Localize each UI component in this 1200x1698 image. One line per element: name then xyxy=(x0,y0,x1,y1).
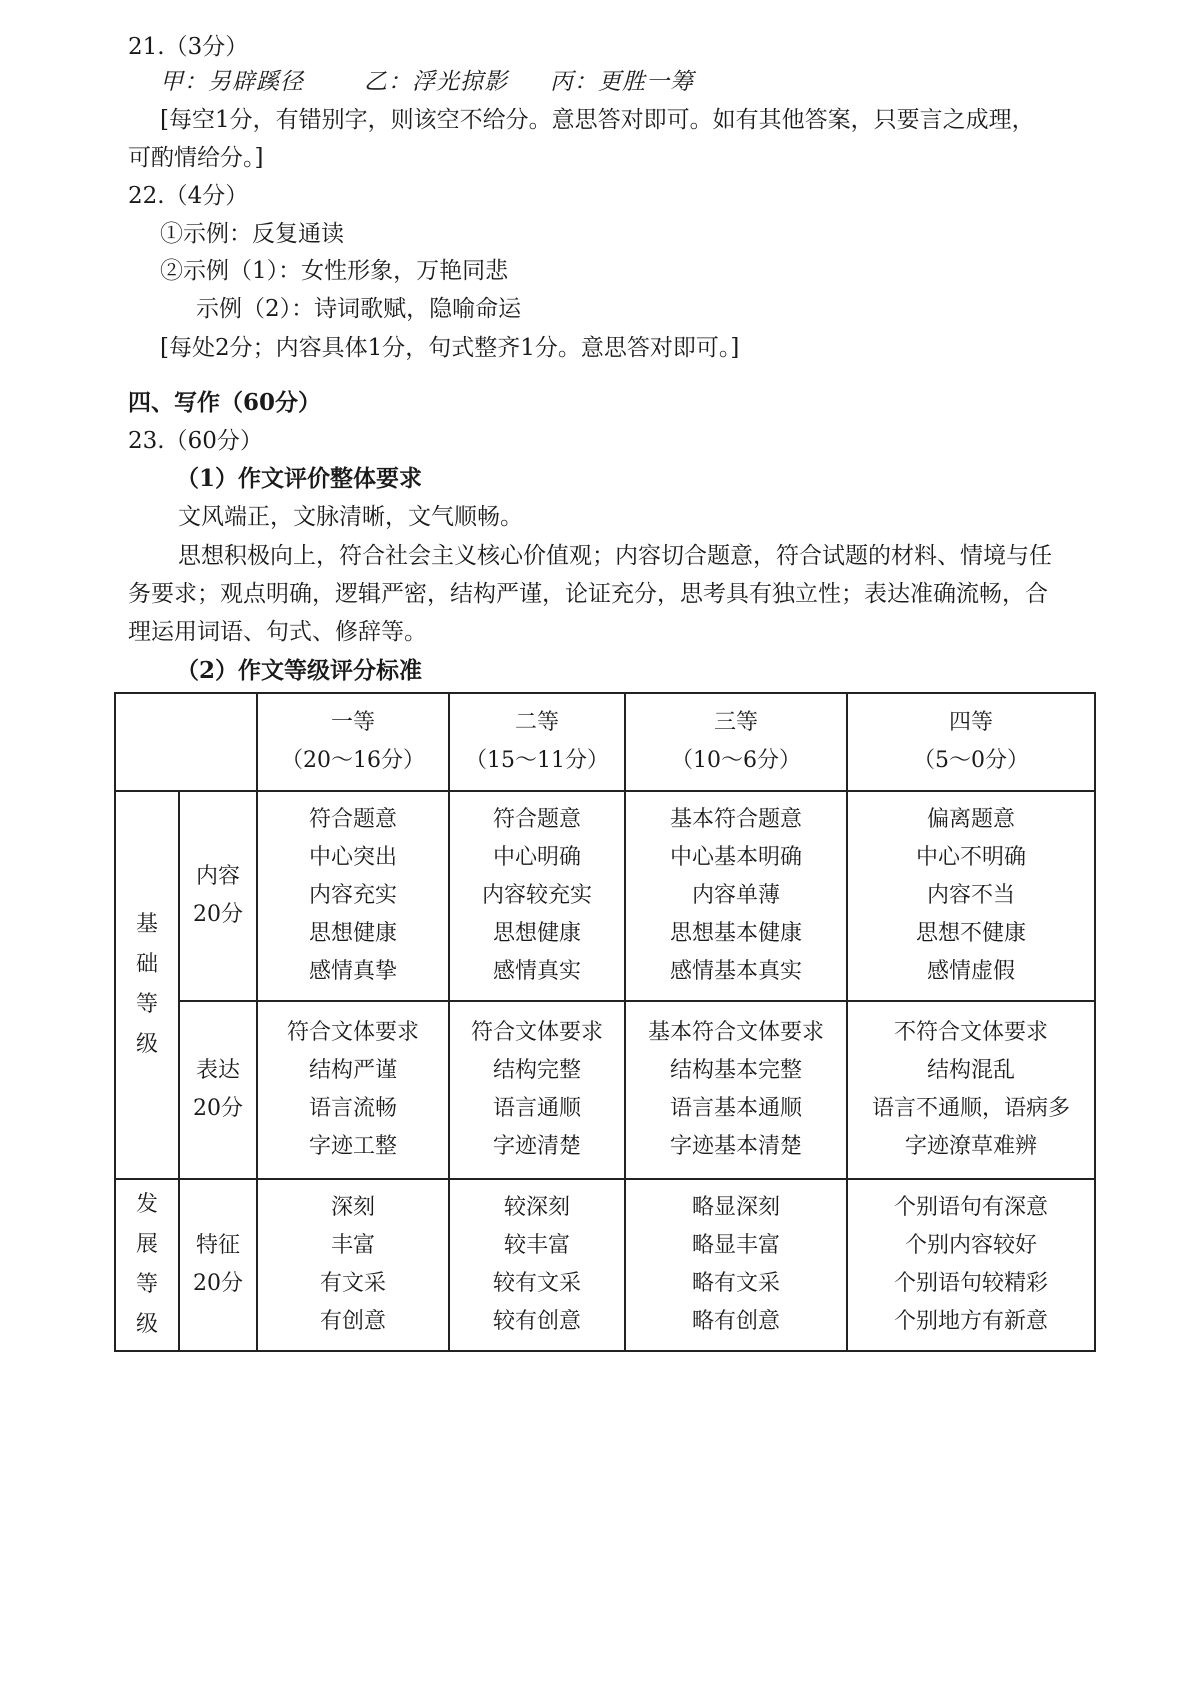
expression-grade-2: 符合文体要求 结构完整 语言通顺 字迹清楚 xyxy=(449,1001,625,1179)
expression-grade-4: 不符合文体要求 结构混乱 语言不通顺，语病多 字迹潦草难辨 xyxy=(847,1001,1095,1179)
q23-heading: 23.（60分） xyxy=(128,428,263,454)
q22-note: [每处2分；内容具体1分，句式整齐1分。意思答对即可。] xyxy=(160,335,740,361)
q23-sub2-title: （2）作文等级评分标准 xyxy=(176,657,423,684)
feature-grade-4: 个别语句有深意 个别内容较好 个别语句较精彩 个别地方有新意 xyxy=(847,1179,1095,1351)
q23-sub1-para-line1: 思想积极向上，符合社会主义核心价值观；内容切合题意，符合试题的材料、情境与任 xyxy=(178,543,1052,569)
content-grade-1: 符合题意 中心突出 内容充实 思想健康 感情真挚 xyxy=(257,791,449,1001)
content-grade-2: 符合题意 中心明确 内容较充实 思想健康 感情真实 xyxy=(449,791,625,1001)
content-label: 内容 20分 xyxy=(179,791,257,1001)
grade-range: （20～16分） xyxy=(281,748,425,773)
feature-label: 特征 20分 xyxy=(179,1179,257,1351)
grade-range: （15～11分） xyxy=(465,748,609,773)
basic-level-label: 基 础 等 级 xyxy=(115,791,179,1179)
q23-sub1-para-line3: 理运用词语、句式、修辞等。 xyxy=(128,619,427,645)
grade-name: 二等 xyxy=(514,710,559,735)
grading-standard-table xyxy=(114,692,1096,1352)
q21-note-line1: [每空1分，有错别字，则该空不给分。意思答对即可。如有其他答案，只要言之成理， xyxy=(160,107,1035,133)
q22-item1: ①示例：反复通读 xyxy=(160,221,344,247)
q23-sub1-para-line2: 务要求；观点明确，逻辑严密，结构严谨，论证充分，思考具有独立性；表达准确流畅，合 xyxy=(128,581,1048,607)
q21-heading: 21.（3分） xyxy=(128,34,249,60)
expression-grade-1: 符合文体要求 结构严谨 语言流畅 字迹工整 xyxy=(257,1001,449,1179)
table-row-content xyxy=(115,791,1095,1001)
grade-header-4 xyxy=(847,693,1095,791)
grade-name: 四等 xyxy=(948,710,993,735)
expression-grade-3: 基本符合文体要求 结构基本完整 语言基本通顺 字迹基本清楚 xyxy=(625,1001,847,1179)
q21-answer-bing: 丙：更胜一筹 xyxy=(550,69,694,95)
table-header-row xyxy=(115,693,1095,791)
content-grade-3: 基本符合题意 中心基本明确 内容单薄 思想基本健康 感情基本真实 xyxy=(625,791,847,1001)
q23-sub1-title: （1）作文评价整体要求 xyxy=(176,465,423,492)
grade-header-1 xyxy=(257,693,449,791)
development-level-label: 发 展 等 级 xyxy=(115,1179,179,1351)
feature-grade-3: 略显深刻 略显丰富 略有文采 略有创意 xyxy=(625,1179,847,1351)
expression-label: 表达 20分 xyxy=(179,1001,257,1179)
content-grade-4: 偏离题意 中心不明确 内容不当 思想不健康 感情虚假 xyxy=(847,791,1095,1001)
section-4-title: 四、写作（60分） xyxy=(128,389,322,416)
q21-note-line2: 可酌情给分。] xyxy=(128,145,264,171)
q21-answers xyxy=(160,65,694,99)
feature-grade-2: 较深刻 较丰富 较有文采 较有创意 xyxy=(449,1179,625,1351)
q21-answer-jia: 甲：另辟蹊径 xyxy=(160,69,304,95)
feature-grade-1: 深刻 丰富 有文采 有创意 xyxy=(257,1179,449,1351)
table-row-feature xyxy=(115,1179,1095,1351)
grade-name: 三等 xyxy=(713,710,758,735)
q21-answer-yi: 乙：浮光掠影 xyxy=(364,69,508,95)
q22-heading: 22.（4分） xyxy=(128,183,249,209)
grade-header-2 xyxy=(449,693,625,791)
table-row-expression xyxy=(115,1001,1095,1179)
q22-item2: ②示例（1）：女性形象，万艳同悲 xyxy=(160,258,509,284)
grade-range: （5～0分） xyxy=(913,748,1029,773)
table-corner-cell xyxy=(115,693,257,791)
grade-name: 一等 xyxy=(330,710,375,735)
grade-range: （10～6分） xyxy=(671,748,801,773)
q23-sub1-line1: 文风端正，文脉清晰，文气顺畅。 xyxy=(178,504,523,530)
grade-header-3 xyxy=(625,693,847,791)
q22-item3: 示例（2）：诗词歌赋，隐喻命运 xyxy=(196,296,522,322)
